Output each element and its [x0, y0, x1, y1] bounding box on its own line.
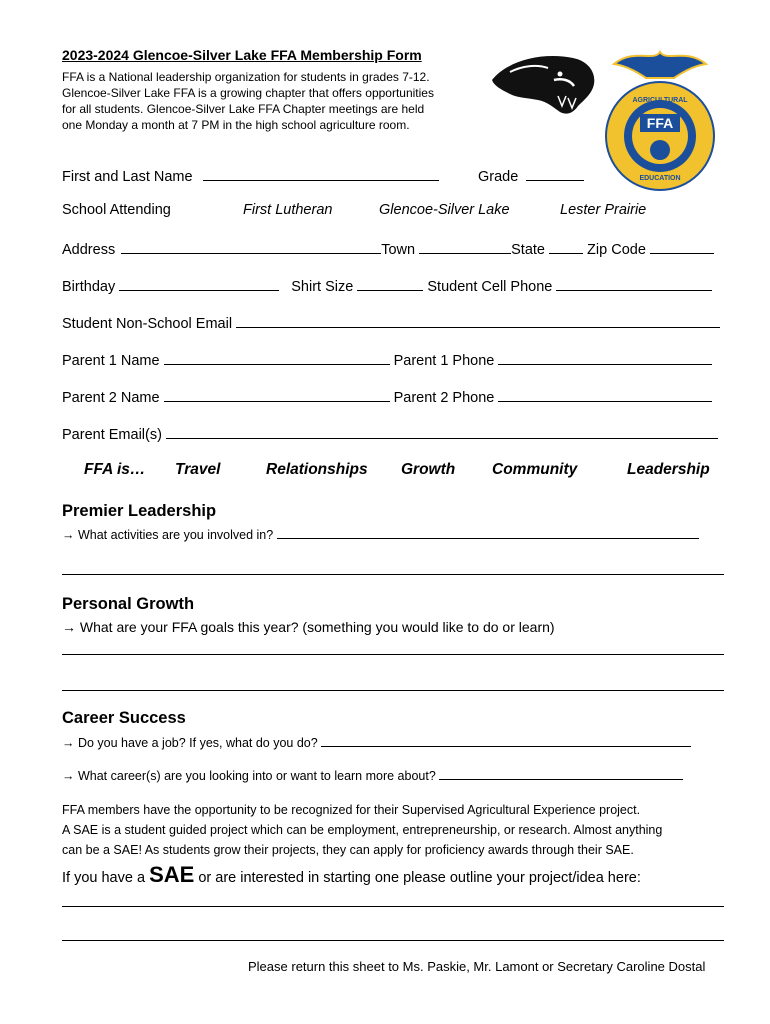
birthday-row: [62, 276, 712, 295]
zip-label: Zip Code: [587, 242, 646, 258]
sae-line: FFA members have the opportunity to be recognized for their Supervised Agricultural Experience project.: [62, 803, 641, 817]
parent2-name-label: Parent 2 Name: [62, 390, 160, 406]
sae-prompt-big: SAE: [149, 862, 195, 887]
shirt-label: Shirt Size: [291, 279, 354, 295]
intro-paragraph: [62, 69, 434, 133]
career-q2-label: → What career(s) are you looking into or want to learn more about?: [62, 769, 436, 783]
parent2-phone-blank[interactable]: [498, 387, 712, 402]
parent1-phone-label: Parent 1 Phone: [393, 353, 495, 369]
state-blank[interactable]: [549, 239, 583, 254]
sae-prompt-after: or are interested in starting one please outline your project/idea here:: [194, 870, 641, 886]
intro-line: for all students. Glencoe-Silver Lake FFA Chapter meetings are held: [62, 102, 425, 116]
intro-line: Glencoe-Silver Lake FFA is a growing chapter that offers opportunities: [62, 86, 434, 100]
sae-prompt: [62, 862, 641, 888]
parent2-phone-label: Parent 2 Phone: [393, 390, 495, 406]
parent2-row: [62, 387, 712, 406]
sae-line: A SAE is a student guided project which can be employment, entrepreneurship, or research. Almost anything: [62, 823, 663, 837]
intro-line: FFA is a National leadership organization for students in grades 7-12.: [62, 70, 430, 84]
premier-q1-row: [62, 526, 699, 542]
state-label: State: [511, 242, 545, 258]
ffa-is-lead: FFA is…: [84, 461, 146, 478]
parent-email-blank[interactable]: [166, 424, 718, 439]
ffa-is-item: Leadership: [627, 461, 710, 478]
cell-label: Student Cell Phone: [427, 279, 553, 295]
growth-q1-label: → What are your FFA goals this year? (something you would like to do or learn): [62, 619, 555, 635]
name-field-row: [62, 166, 439, 185]
ffa-is-item: Travel: [175, 461, 221, 478]
address-row: [62, 239, 714, 258]
town-label: Town: [381, 242, 416, 258]
form-title: 2023-2024 Glencoe-Silver Lake FFA Membership Form: [62, 47, 422, 63]
zip-blank[interactable]: [650, 239, 714, 254]
town-blank[interactable]: [419, 239, 511, 254]
birthday-label: Birthday: [62, 279, 116, 295]
ffa-emblem: [604, 44, 716, 196]
career-q2-blank[interactable]: [439, 767, 683, 780]
cell-blank[interactable]: [556, 276, 712, 291]
premier-q1-label: → What activities are you involved in?: [62, 528, 274, 542]
parent1-phone-blank[interactable]: [498, 350, 712, 365]
name-blank[interactable]: [203, 166, 439, 181]
career-q1-label: → Do you have a job? If yes, what do you do?: [62, 736, 318, 750]
career-success-heading: Career Success: [62, 709, 186, 727]
parent1-name-label: Parent 1 Name: [62, 353, 160, 369]
grade-blank[interactable]: [526, 166, 584, 181]
growth-answer-line[interactable]: [62, 654, 724, 655]
emblem-top-text: AGRICULTURAL: [632, 97, 688, 104]
school-option-first-lutheran[interactable]: First Lutheran: [243, 202, 333, 218]
growth-answer-line[interactable]: [62, 690, 724, 691]
parent1-row: [62, 350, 712, 369]
ffa-is-item: Growth: [401, 461, 456, 478]
birthday-blank[interactable]: [119, 276, 279, 291]
parent-email-label: Parent Email(s): [62, 427, 162, 443]
email-blank[interactable]: [236, 313, 720, 328]
shirt-blank[interactable]: [357, 276, 423, 291]
address-blank[interactable]: [121, 239, 381, 254]
sae-answer-line[interactable]: [62, 940, 724, 941]
school-option-glencoe-silver-lake[interactable]: Glencoe-Silver Lake: [379, 202, 510, 218]
sae-paragraph: [62, 800, 662, 860]
school-label: School Attending: [62, 202, 171, 218]
grade-label: Grade: [478, 169, 519, 185]
parent1-name-blank[interactable]: [164, 350, 390, 365]
grade-field-row: [478, 166, 584, 185]
personal-growth-heading: Personal Growth: [62, 595, 195, 613]
parent-email-row: [62, 424, 718, 443]
school-option-lester-prairie[interactable]: Lester Prairie: [560, 202, 647, 218]
ffa-is-item: Relationships: [266, 461, 368, 478]
sae-prompt-before: If you have a: [62, 870, 150, 886]
emblem-bottom-text: EDUCATION: [639, 175, 681, 182]
premier-answer-line[interactable]: [62, 574, 724, 575]
emblem-ffa-text: FFA: [646, 115, 674, 131]
ffa-is-item: Community: [492, 461, 578, 478]
email-label: Student Non-School Email: [62, 316, 233, 332]
intro-line: one Monday a month at 7 PM in the high school agriculture room.: [62, 118, 410, 132]
career-q2-row: [62, 767, 683, 783]
sae-line: can be a SAE! As students grow their projects, they can apply for proficiency awards through their SAE.: [62, 843, 634, 857]
career-q1-blank[interactable]: [321, 734, 691, 747]
parent2-name-blank[interactable]: [164, 387, 390, 402]
premier-q1-blank[interactable]: [277, 526, 699, 539]
return-instructions: Please return this sheet to Ms. Paskie, Mr. Lamont or Secretary Caroline Dostal: [248, 959, 706, 974]
email-row: [62, 313, 720, 332]
sae-answer-line[interactable]: [62, 906, 724, 907]
premier-leadership-heading: Premier Leadership: [62, 502, 217, 520]
panther-logo: [488, 50, 600, 120]
name-label: First and Last Name: [62, 169, 193, 185]
career-q1-row: [62, 734, 691, 750]
address-label: Address: [62, 242, 116, 258]
